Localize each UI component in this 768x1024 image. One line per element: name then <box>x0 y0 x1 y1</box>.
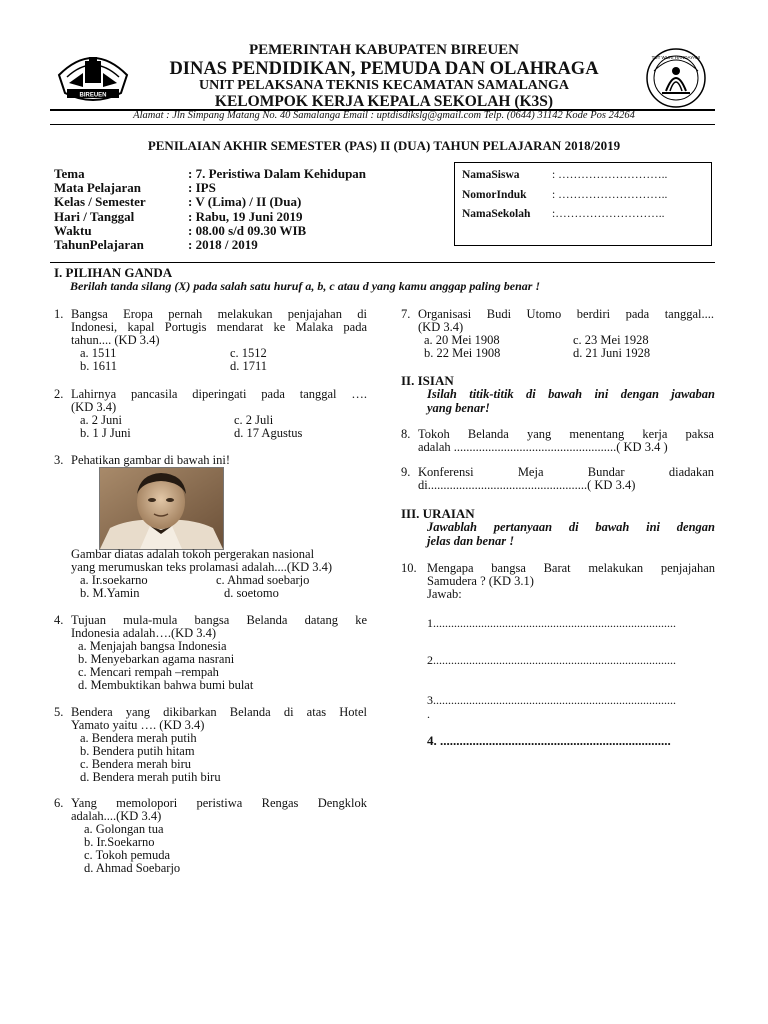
header-rule-bottom <box>50 124 715 125</box>
bireuen-logo-text: BIREUEN <box>79 92 107 99</box>
q1-line1: Bangsa Eropa pernah melakukan penjajahan di <box>71 307 367 321</box>
header-address: Alamat : Jln Simpang Matang No. 40 Samalanga Email : uptdisdikslg@gmail.com Telp. (0644) 31142 Kode Pos 24264 <box>133 110 635 121</box>
q9-line1: Konferensi Meja Bundar diadakan <box>418 465 714 479</box>
q1-number: 1. <box>54 307 64 321</box>
info-label-waktu: Waktu <box>54 222 92 238</box>
q6-line1: Yang memolopori peristiwa Rengas Dengklok <box>71 796 367 810</box>
q4-option-d[interactable]: d. Membuktikan bahwa bumi bulat <box>78 678 254 692</box>
question-3-text <box>71 548 371 574</box>
section1-instruction: Berilah tanda silang (X) pada salah satu huruf a, b, c atau d yang kamu anggap paling benar ! <box>70 279 541 293</box>
q3-option-c[interactable]: c. Ahmad soebarjo <box>216 573 310 587</box>
q10-line1: Mengapa bangsa Barat melakukan penjajahan <box>427 561 715 575</box>
section2-title: II. ISIAN <box>401 373 454 388</box>
answer-line-3-tail: . <box>427 707 430 721</box>
q5-line2: Yamato yaitu …. (KD 3.4) <box>71 718 205 732</box>
q3-option-b[interactable]: b. M.Yamin <box>80 586 140 600</box>
q2-number: 2. <box>54 387 64 401</box>
info-labels <box>54 167 189 252</box>
q6-line2: adalah....(KD 3.4) <box>71 809 162 823</box>
q9-number: 9. <box>401 465 411 479</box>
q8-line2[interactable]: adalah ....................................................( KD 3.4 ) <box>418 440 668 454</box>
info-label-mata-pelajaran: Mata Pelajaran <box>54 180 142 196</box>
section2-instruction <box>427 387 715 415</box>
info-value-mata-pelajaran: : IPS <box>188 180 216 196</box>
q7-line1: Organisasi Budi Utomo berdiri pada tanggal.... <box>418 307 714 321</box>
q2-option-b[interactable]: b. 1 J Juni <box>80 426 131 440</box>
q1-option-a[interactable]: a. 1511 <box>80 346 117 360</box>
header-line2: DINAS PENDIDIKAN, PEMUDA DAN OLAHRAGA <box>169 59 599 79</box>
answer-line-3[interactable]: 3................................................................................. <box>427 693 676 707</box>
q6-number: 6. <box>54 796 64 810</box>
info-value-waktu: : 08.00 s/d 09.30 WIB <box>188 222 307 238</box>
q2-option-d[interactable]: d. 17 Agustus <box>234 426 303 440</box>
q5-option-c[interactable]: c. Bendera merah biru <box>80 757 192 771</box>
student-name-label: NamaSiswa <box>462 169 520 181</box>
section2-instruction-line1: Isilah titik-titik di bawah ini dengan jawaban <box>427 387 715 401</box>
info-value-kelas: : V (Lima) / II (Dua) <box>188 194 302 210</box>
q4-option-b[interactable]: b. Menyebarkan agama nasrani <box>78 652 235 666</box>
q7-option-a[interactable]: a. 20 Mei 1908 <box>424 333 500 347</box>
q2-line2: (KD 3.4) <box>71 400 117 414</box>
q8-number: 8. <box>401 427 411 441</box>
section3-instruction-line1: Jawablah pertanyaan di bawah ini dengan <box>427 520 715 534</box>
section3-instruction <box>427 520 715 548</box>
q2-option-c[interactable]: c. 2 Juli <box>234 413 274 427</box>
q2-line1: Lahirnya pancasila diperingati pada tanggal …. <box>71 387 367 401</box>
tut-wuri-handayani-text: TUT WURI HANDAYANI <box>651 55 701 60</box>
student-name-field[interactable]: : ……………………….. <box>552 169 668 181</box>
info-divider <box>50 262 715 263</box>
info-value-tahun: : 2018 / 2019 <box>188 237 258 253</box>
q10-line3: Jawab: <box>427 587 462 601</box>
section3-instruction-line2: jelas dan benar ! <box>427 534 515 548</box>
q2-option-a[interactable]: a. 2 Juni <box>80 413 123 427</box>
student-number-field[interactable]: : ……………………….. <box>552 189 668 201</box>
header-line1: PEMERINTAH KABUPATEN BIREUEN <box>248 42 520 58</box>
q3-option-d[interactable]: d. soetomo <box>224 586 279 600</box>
q5-line1: Bendera yang dikibarkan Belanda di atas Hotel <box>71 705 367 719</box>
info-label-hari: Hari / Tanggal <box>54 208 135 224</box>
q8-line1: Tokoh Belanda yang menentang kerja paksa <box>418 427 714 441</box>
info-value-hari: : Rabu, 19 Juni 2019 <box>188 208 303 224</box>
q3-number: 3. <box>54 453 64 467</box>
q1-line2: Indonesi, kapal Portugis mendarat ke Malaka pada <box>71 320 367 334</box>
q7-option-c[interactable]: c. 23 Mei 1928 <box>573 333 649 347</box>
q6-option-b[interactable]: b. Ir.Soekarno <box>84 835 155 849</box>
q4-option-c[interactable]: c. Mencari rempah –rempah <box>78 665 219 679</box>
student-number-label: NomorInduk <box>462 189 527 201</box>
info-label-tahun: TahunPelajaran <box>54 237 144 253</box>
info-values <box>188 167 438 252</box>
header-line4: KELOMPOK KERJA KEPALA SEKOLAH (K3S) <box>214 93 554 110</box>
school-name-label: NamaSekolah <box>462 208 531 220</box>
tokoh-portrait-photo <box>99 467 224 550</box>
q4-option-a[interactable]: a. Menjajah bangsa Indonesia <box>78 639 227 653</box>
q5-option-a[interactable]: a. Bendera merah putih <box>80 731 197 745</box>
section1-title: I. PILIHAN GANDA <box>54 265 173 280</box>
exam-title: PENILAIAN AKHIR SEMESTER (PAS) II (DUA) TAHUN PELAJARAN 2018/2019 <box>147 138 621 153</box>
q5-option-d[interactable]: d. Bendera merah putih biru <box>80 770 221 784</box>
q10-line2: Samudera ? (KD 3.1) <box>427 574 534 588</box>
q7-option-d[interactable]: d. 21 Juni 1928 <box>573 346 651 360</box>
q7-line2: (KD 3.4) <box>418 320 464 334</box>
q3-line3: yang merumuskan teks prolamasi adalah....(KD 3.4) <box>71 560 333 574</box>
q5-number: 5. <box>54 705 64 719</box>
q7-number: 7. <box>401 307 411 321</box>
info-label-tema: Tema <box>54 166 85 181</box>
answer-line-4[interactable]: 4. ....................................................................... <box>427 733 671 748</box>
q4-line2: Indonesia adalah….(KD 3.4) <box>71 626 217 640</box>
q9-line2[interactable]: di...................................................( KD 3.4) <box>418 478 636 492</box>
q6-option-a[interactable]: a. Golongan tua <box>84 822 164 836</box>
q3-line1: Pehatikan gambar di bawah ini! <box>71 453 230 467</box>
q5-option-b[interactable]: b. Bendera putih hitam <box>80 744 195 758</box>
q6-option-d[interactable]: d. Ahmad Soebarjo <box>84 861 181 875</box>
header-line3: UNIT PELAKSANA TEKNIS KECAMATAN SAMALANGA <box>198 78 569 93</box>
answer-line-1[interactable]: 1................................................................................. <box>427 616 676 630</box>
q3-line2: Gambar diatas adalah tokoh pergerakan nasional <box>71 547 315 561</box>
school-name-field[interactable]: :……………………….. <box>552 208 665 220</box>
section3-title: III. URAIAN <box>401 506 475 521</box>
q4-line1: Tujuan mula-mula bangsa Belanda datang ke <box>71 613 367 627</box>
q1-option-c[interactable]: c. 1512 <box>230 346 267 360</box>
q3-option-a[interactable]: a. Ir.soekarno <box>80 573 148 587</box>
info-value-tema: : 7. Peristiwa Dalam Kehidupan <box>188 166 367 181</box>
q1-option-d[interactable]: d. 1711 <box>230 359 268 373</box>
q1-line3: tahun.... (KD 3.4) <box>71 333 160 347</box>
q7-option-b[interactable]: b. 22 Mei 1908 <box>424 346 501 360</box>
q10-number: 10. <box>401 561 417 575</box>
info-label-kelas: Kelas / Semester <box>54 194 146 210</box>
q6-option-c[interactable]: c. Tokoh pemuda <box>84 848 171 862</box>
section2-instruction-line2: yang benar! <box>427 401 490 415</box>
q1-option-b[interactable]: b. 1611 <box>80 359 118 373</box>
q4-number: 4. <box>54 613 64 627</box>
answer-line-2[interactable]: 2................................................................................. <box>427 653 676 667</box>
